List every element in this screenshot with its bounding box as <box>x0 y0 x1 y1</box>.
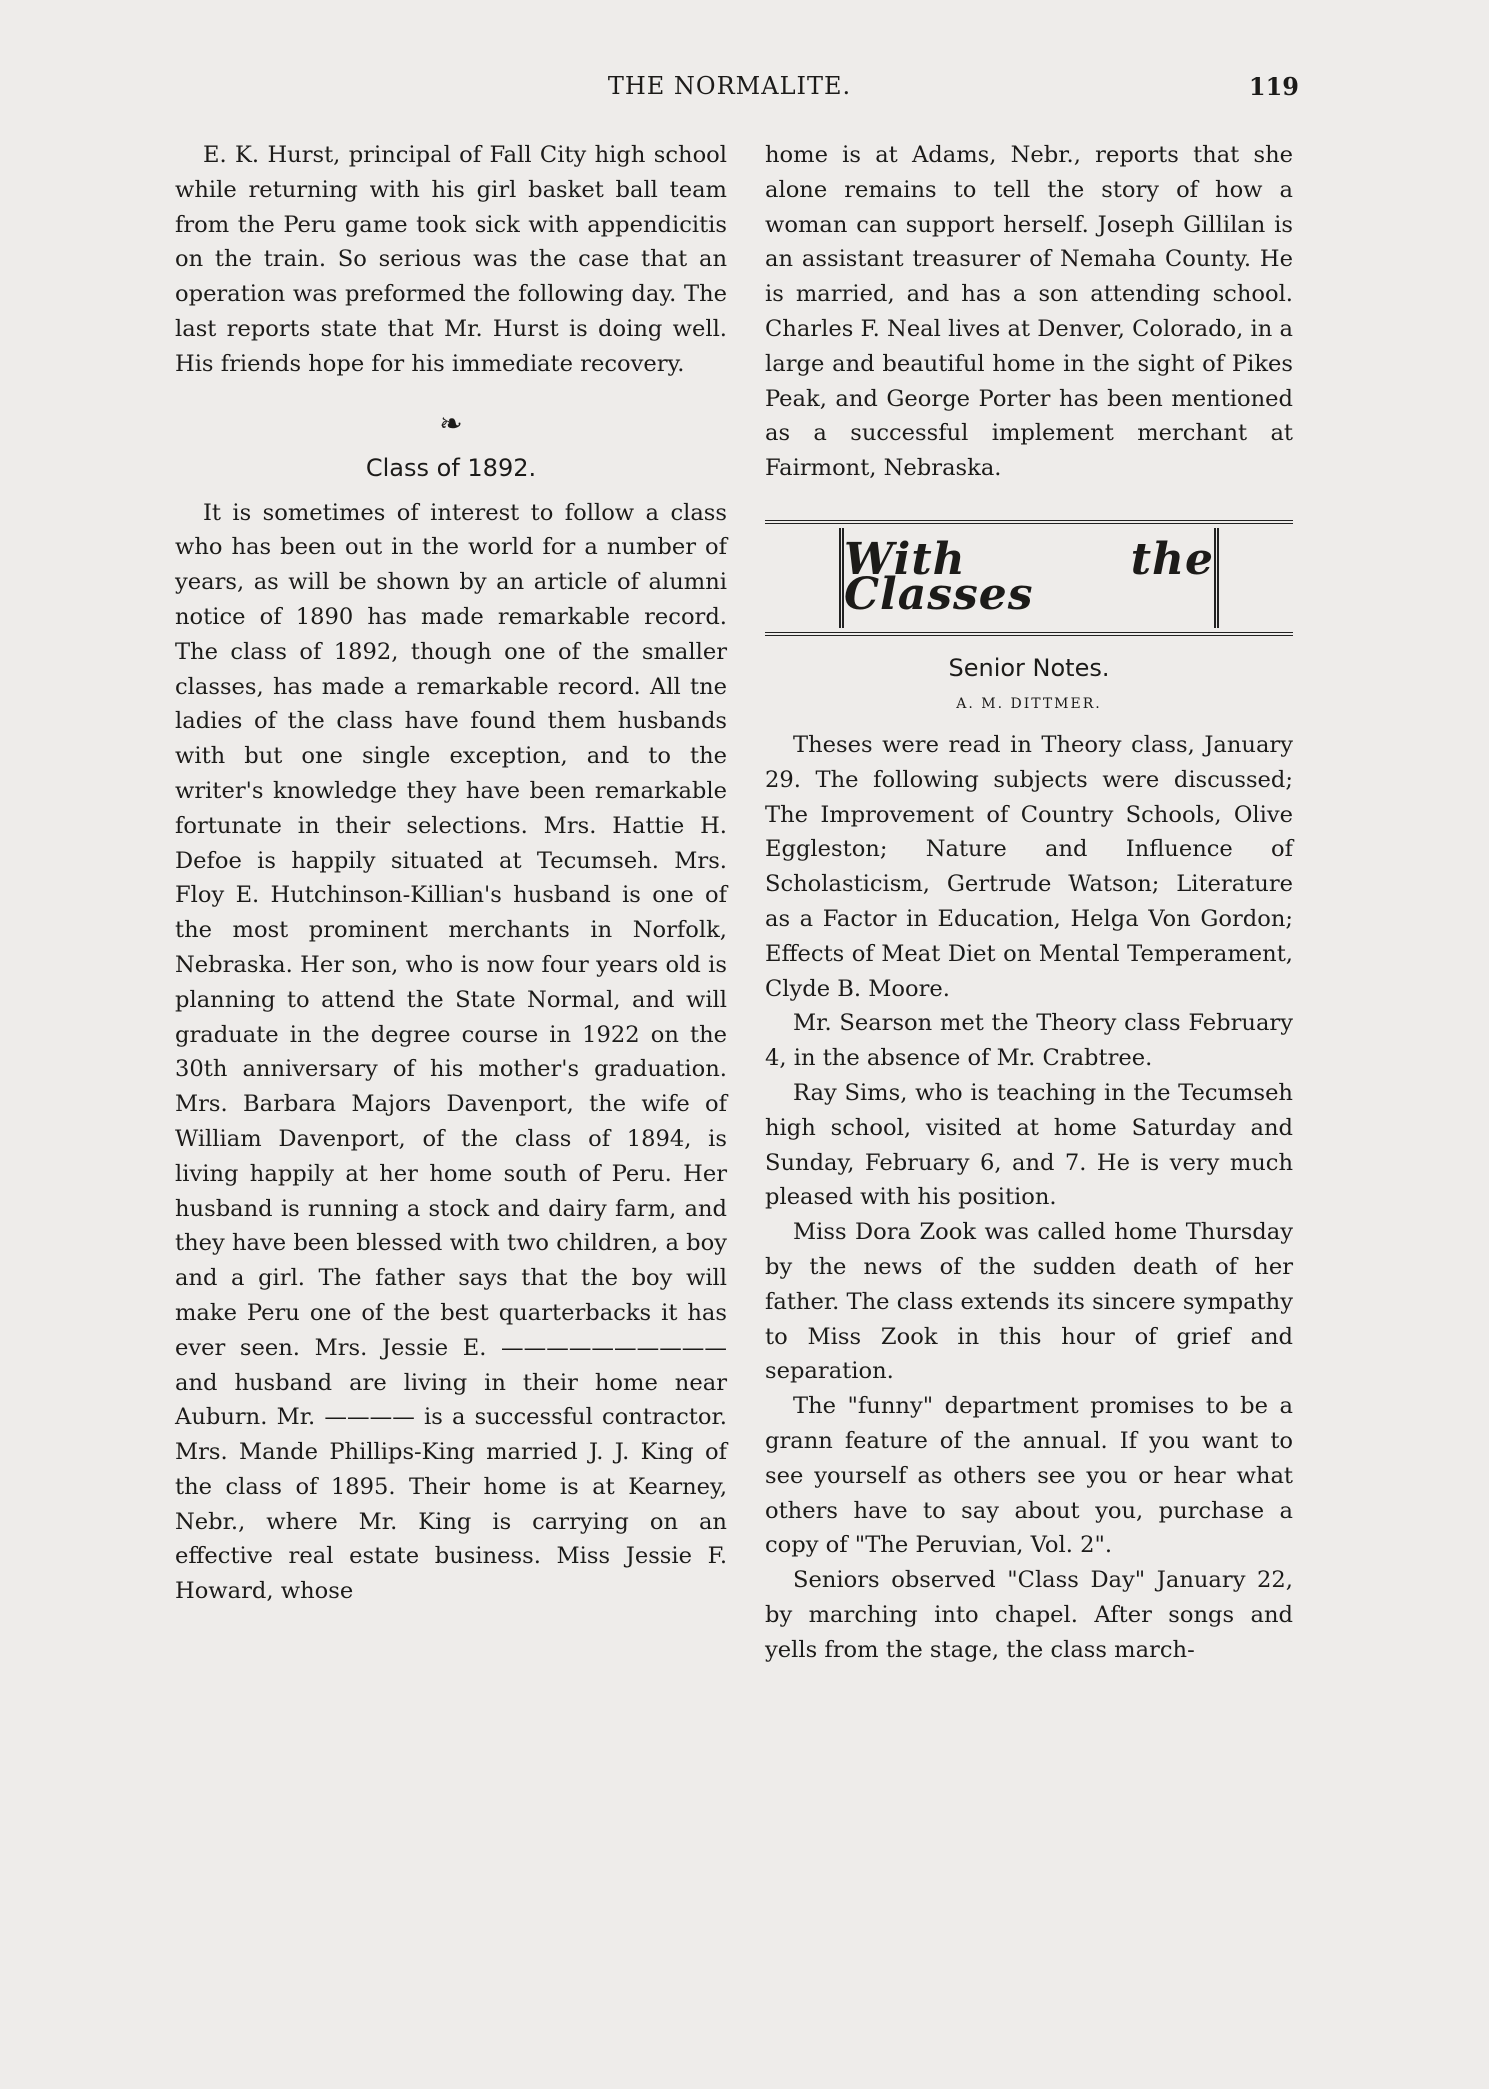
page-number: 119 <box>1248 72 1299 101</box>
ornament-icon: ❧ <box>439 406 463 440</box>
section-banner <box>765 520 1293 636</box>
right-column <box>765 138 1293 1667</box>
byline: A. M. DITTMER. <box>956 695 1102 712</box>
paragraph-class-of-1892: It is sometimes of interest to follow a class who has been out in the world for a number of years, as will be shown by an article of alumni notice of 1890 has made remarkable record. The class of 1892, though one of the smaller classes, has made a remarkable record. All tne ladies of the class have found them husbands with but one single exception, and to the writer's knowledge they have been remarkable fortunate in their selections. Mrs. Hattie H. Defoe is happily situated at Tecumseh. Mrs. Floy E. Hutchinson-Killian's husband is one of the most prominent merchants in Norfolk, Nebraska. Her son, who is now four years old is planning to attend the State Normal, and will graduate in the degree course in 1922 on the 30th anniversary of his mother's graduation. Mrs. Barbara Majors Davenport, the wife of William Davenport, of the class of 1894, is living happily at her home south of Peru. Her husband is running a stock and dairy farm, and they have been blessed with two children, a boy and a girl. The father says that the boy will make Peru one of the best quarterbacks it has ever seen. Mrs. Jessie E. —————————— and husband are living in their home near Auburn. Mr. ———— is a successful contractor. Mrs. Mande Phillips-King married J. J. King of the class of 1895. Their home is at Kearney, Nebr., where Mr. King is carrying on an effective real estate business. Miss Jessie F. Howard, whose <box>175 499 727 1605</box>
banner-frame <box>839 528 1219 628</box>
paragraph-theses: Theses were read in Theory class, January 29. The following subjects were discussed; The Improvement of Country Schools, Olive Eggleston; Nature and Influence of Scholasticism, Gertrude Watson; Literature as a Factor in Education, Helga Von Gordon; Effects of Meat Diet on Mental Temperament, Clyde B. Moore. <box>765 731 1293 1002</box>
paragraph-zook: Miss Dora Zook was called home Thursday by the news of the sudden death of her father. The class extends its sincere sympathy to Miss Zook in this hour of grief and separation. <box>765 1219 1293 1385</box>
paragraph-continued: home is at Adams, Nebr., reports that she alone remains to tell the story of how a woman can support herself. Joseph Gillilan is an assistant treasurer of Nemaha County. He is married, and has a son attending school. Charles F. Neal lives at Denver, Colorado, in a large and beautiful home in the sight of Pikes Peak, and George Porter has been mentioned as a successful implement merchant at Fairmont, Nebraska. <box>765 142 1293 482</box>
running-title: THE NORMALITE. <box>607 72 852 100</box>
banner-title: With the Classes <box>844 534 1214 620</box>
paragraph-funny: The "funny" department promises to be a grann feature of the annual. If you want to see yourself as others see you or hear what others have to say about you, purchase a copy of "The Peruvian, Vol. 2". <box>765 1393 1293 1559</box>
left-column <box>175 138 727 1609</box>
paragraph-sims: Ray Sims, who is teaching in the Tecumseh high school, visited at home Saturday and Sunday, February 6, and 7. He is very much pleased with his position. <box>765 1079 1293 1211</box>
paragraph-class-day: Seniors observed "Class Day" January 22, by marching into chapel. After songs and yells from the stage, the class march- <box>765 1567 1293 1663</box>
paragraph-hurst: E. K. Hurst, principal of Fall City high school while returning with his girl basket ball team from the Peru game took sick with appendicitis on the train. So serious was the case that an operation was preformed the following day. The last reports state that Mr. Hurst is doing well. His friends hope for his immediate recovery. <box>175 142 727 377</box>
paragraph-searson: Mr. Searson met the Theory class February 4, in the absence of Mr. Crabtree. <box>765 1010 1293 1072</box>
senior-notes-heading: Senior Notes. <box>948 653 1110 682</box>
class-of-1892-heading: Class of 1892. <box>365 453 537 482</box>
